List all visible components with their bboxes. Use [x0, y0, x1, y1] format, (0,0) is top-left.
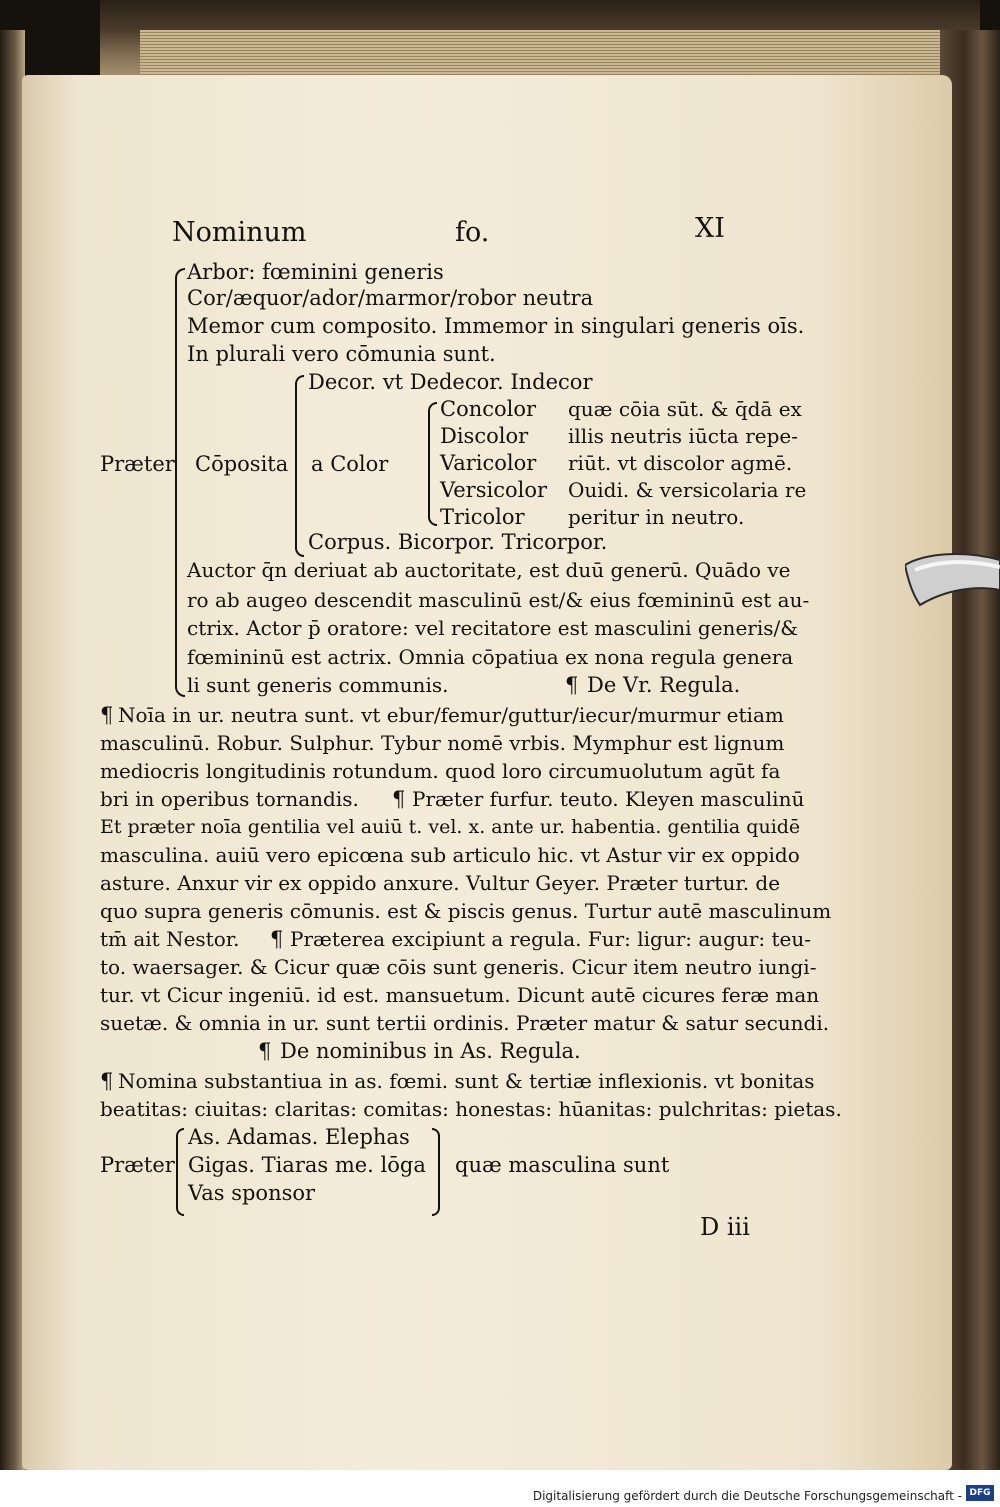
exception-item: Vas sponsor: [188, 1181, 316, 1205]
color-word: Concolor: [440, 397, 537, 421]
pilcrow-icon: ¶: [392, 787, 406, 811]
book-top-edge: [100, 0, 980, 75]
text-line: Et præter noīa gentilia vel auiū t. vel. x. ante ur. habentia. gentilia quidē: [100, 816, 801, 838]
left-brace: [176, 1128, 184, 1216]
color-word: Varicolor: [440, 451, 537, 475]
footer-credit: Digitalisierung gefördert durch die Deutsche Forschungsgemeinschaft -: [532, 1489, 962, 1503]
outer-brace: [175, 268, 185, 697]
text-line: suetæ. & omnia in ur. sunt tertii ordinis. Præter matur & satur secundi.: [100, 1011, 830, 1035]
text-line: ro ab augeo descendit masculinū est/& eius fœmininū est au-: [187, 588, 810, 612]
color-word: Versicolor: [440, 478, 547, 502]
signature-mark: D iii: [700, 1213, 750, 1241]
a-color-label: a Color: [311, 452, 389, 476]
text-line: ctrix. Actor p̄ oratore: vel recitatore est masculini generis/&: [187, 616, 799, 640]
exception-item: As. Adamas. Elephas: [188, 1125, 410, 1149]
color-note: quæ cōia sūt. & q̄dā ex: [568, 397, 802, 421]
corpus-line: Corpus. Bicorpor. Tricorpor.: [308, 530, 608, 554]
color-note: peritur in neutro.: [568, 505, 745, 529]
praeter-label: Præter: [100, 452, 175, 476]
folio-number: XI: [695, 213, 725, 244]
text-line: masculinū. Robur. Sulphur. Tybur nomē vrbis. Mymphur est lignum: [100, 731, 785, 755]
text-line: beatitas: ciuitas: claritas: comitas: honestas: hūanitas: pulchritas: pietas.: [100, 1097, 842, 1121]
color-note: riūt. vt discolor agmē.: [568, 451, 793, 475]
pilcrow-icon: ¶: [270, 927, 284, 951]
color-word: Tricolor: [440, 505, 525, 529]
exception-item: Gigas. Tiaras me. lōga: [188, 1153, 426, 1177]
color-brace: [428, 402, 437, 526]
text-line: Noīa in ur. neutra sunt. vt ebur/femur/guttur/iecur/murmur etiam: [118, 703, 784, 727]
text-line: tur. vt Cicur ingeniū. id est. mansuetum. Dicunt autē cicures feræ man: [100, 983, 820, 1007]
text-line: li sunt generis communis.: [187, 673, 449, 697]
running-header-left: Nominum: [172, 217, 307, 248]
text-line: masculina. auiū vero epicœna sub articulo hic. vt Astur vir ex oppido: [100, 843, 800, 867]
text-line: to. waersager. & Cicur quæ cōis sunt generis. Cicur item neutro iungi-: [100, 955, 817, 979]
section-heading: De nominibus in As. Regula.: [280, 1039, 581, 1063]
section-heading: De Vr. Regula.: [587, 673, 741, 697]
folio-label: fo.: [455, 217, 490, 248]
text-line: Auctor q̄n deriuat ab auctoritate, est duū generū. Quādo ve: [187, 558, 791, 582]
text-line: quo supra generis cōmunis. est & piscis genus. Turtur autē masculinum: [100, 899, 832, 923]
text-line: asture. Anxur vir ex oppido anxure. Vultur Geyer. Præter turtur. de: [100, 871, 781, 895]
color-word: Discolor: [440, 424, 529, 448]
text-line: Arbor: fœminini generis: [187, 260, 444, 284]
text-line: Nomina substantiua in as. fœmi. sunt & tertiæ inflexionis. vt bonitas: [118, 1069, 815, 1093]
text-line: In plurali vero cōmunia sunt.: [187, 342, 496, 366]
text-line: fœmininū est actrix. Omnia cōpatiua ex nona regula genera: [187, 645, 794, 669]
pilcrow-icon: ¶: [565, 673, 579, 697]
text-line: bri in operibus tornandis.: [100, 787, 359, 811]
pilcrow-icon: ¶: [100, 1069, 114, 1093]
text-line: Præter furfur. teuto. Kleyen masculinū: [412, 787, 805, 811]
pilcrow-icon: ¶: [258, 1039, 272, 1063]
text-line: mediocris longitudinis rotundum. quod loro circumuolutum agūt fa: [100, 759, 781, 783]
decor-line: Decor. vt Dedecor. Indecor: [308, 370, 593, 394]
text-line: tm̄ ait Nestor.: [100, 927, 240, 951]
text-line: Præterea excipiunt a regula. Fur: ligur: augur: teu-: [290, 927, 812, 951]
pilcrow-icon: ¶: [100, 703, 114, 727]
exception-note: quæ masculina sunt: [455, 1153, 670, 1177]
praeter-label: Præter: [100, 1153, 175, 1177]
right-brace: [432, 1128, 440, 1216]
color-note: Ouidi. & versicolaria re: [568, 478, 807, 502]
composita-label: Cōposita: [195, 452, 289, 476]
page-clip: [905, 545, 1000, 615]
text-line: Memor cum composito. Immemor in singulari generis oīs.: [187, 314, 805, 338]
color-note: illis neutris iūcta repe-: [568, 424, 799, 448]
dfg-logo: DFG: [966, 1485, 994, 1501]
text-line: Cor/æquor/ador/marmor/robor neutra: [187, 286, 594, 310]
composita-brace: [295, 375, 304, 557]
